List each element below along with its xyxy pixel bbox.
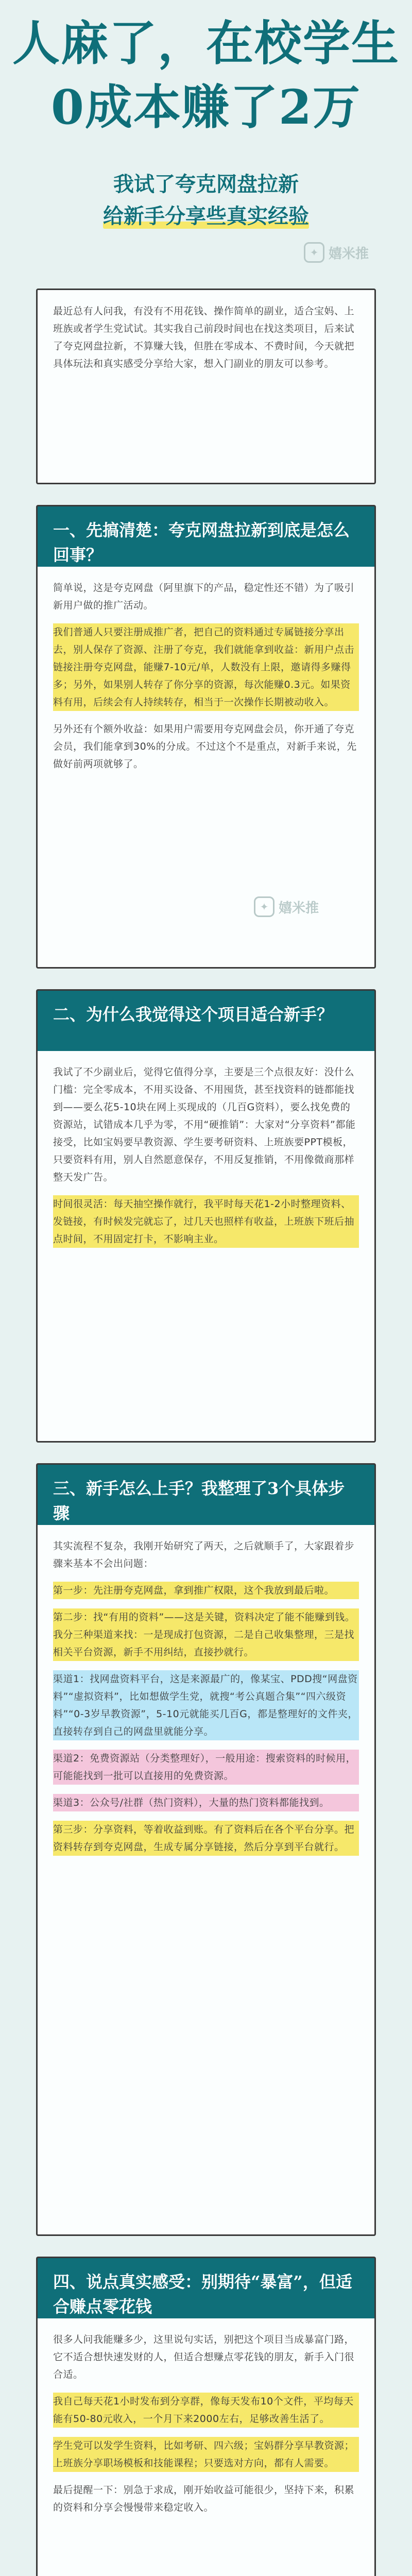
section-3-body	[36, 1525, 376, 2236]
section-4-para-4: 最后提醒一下：别急于求成，刚开始收益可能很少，坚持下来，积累的资料和分享会慢慢带来稳定收入。	[53, 2484, 355, 2513]
section-3-channel-2: 渠道2：免费资源站（分类整理好），一般用途：搜索资料的时候用，可能能找到一批可以直接用的免费资源。	[53, 1750, 359, 1785]
hero-title-line1: 人麻了，在校学生	[12, 15, 400, 71]
section-2-para-1: 我试了不少副业后，觉得它值得分享，主要是三个点很友好：没什么门槛：完全零成本，不用买设备、不用囤货，甚至找资料的链都能找到——要么花5-10块在网上买现成的（几百G资料），要么找免费的资源站，试错成本几乎为零，不用“硬推销”：大家对“分享资料”都能接受，比如宝妈要早教资源、学生要考研资料、上班族要PPT模板，只要资料有用，别人自然愿意保存，不用反复推销，不用像微商那样整天发广告。	[53, 1066, 356, 1183]
section-1-para-2: 我们普通人只要注册成推广者，把自己的资料通过专属链接分享出去，别人保存了资源、注册了夸克，我们就能拿到收益：新用户点击链接注册夸克网盘，能赚7-10元/单，人数没有上限，邀请得多赚得多；另外，如果别人转存了你分享的资源，每次能赚0.3元。如果资料有用，后续会有人持续转存，相当于一次操作长期被动收入。	[53, 623, 359, 711]
section-3-channel-3: 渠道3：公众号/社群（热门资料），大量的热门资料都能找到。	[53, 1794, 359, 1811]
section-1-para-1: 简单说，这是夸克网盘（阿里旗下的产品，稳定性还不错）为了吸引新用户做的推广活动。	[53, 582, 355, 611]
brand-logo-icon: ✦	[304, 242, 324, 263]
section-3-step-2: 第二步：找“有用的资料”——这是关键，资料决定了能不能赚到钱。我分三种渠道来找：一是现成打包资源，二是自己收集整理，三是找相关平台资源，新手不用纠结，直接抄就行。	[53, 1608, 359, 1661]
section-2-header	[36, 989, 376, 1051]
section-1-header	[36, 505, 376, 567]
section-4-para-3: 学生党可以发学生资料，比如考研、四六级；宝妈群分享早教资源；上班族分享职场模板和技能课程；只要选对方向，都有人需要。	[53, 2437, 359, 2472]
section-1-title: 一、先搞清楚：夸克网盘拉新到底是怎么回事？	[53, 520, 350, 565]
section-2-para-2: 时间很灵活：每天抽空操作就行，我平时每天花1-2小时整理资料、发链接，有时候发完就忘了，过几天也照样有收益，上班族下班后抽点时间，不用固定打卡，不影响主业。	[53, 1195, 359, 1248]
section-3-step-3: 第三步：分享资料，等着收益到账。有了资料后在各个平台分享。把资料转存到夸克网盘，生成专属分享链接，然后分享到平台就行。	[53, 1821, 359, 1856]
intro-card	[36, 289, 376, 484]
hero-title-line2: 0成本赚了2万	[50, 79, 362, 135]
section-3-title: 三、新手怎么上手？我整理了3个具体步骤	[53, 1479, 345, 1523]
intro-paragraph: 最近总有人问我，有没有不用花钱、操作简单的副业，适合宝妈、上班族或者学生党试试。其实我自己前段时间也在找这类项目，后来试了夸克网盘拉新，不算赚大钱，但胜在零成本、不费时间，今天就把具体玩法和真实感受分享给大家，想入门副业的朋友可以参考。	[53, 306, 355, 369]
section-4-title: 四、说点真实感受：别期待“暴富”，但适合赚点零花钱	[53, 2272, 352, 2316]
section-3-channel-1: 渠道1：找网盘资料平台，这是来源最广的，像某宝、PDD搜“网盘资料”“虚拟资料”，比如想做学生党，就搜“考公真题合集”“四六级资料”“0-3岁早教资源”，5-10元就能买几百G，都是整理好的文件夹，直接转存到自己的网盘里就能分享。	[53, 1670, 359, 1740]
section-4-para-1: 很多人问我能赚多少，这里说句实话，别把这个项目当成暴富门路，它不适合想快速发财的人，但适合想赚点零花钱的朋友，新手入门很合适。	[53, 2334, 355, 2380]
section-3-para-1: 其实流程不复杂，我刚开始研究了两天，之后就顺手了，大家跟着步骤来基本不会出问题：	[53, 1540, 355, 1569]
section-1-para-3: 另外还有个额外收益：如果用户需要用夸克网盘会员，你开通了夸克会员，我们能拿到30%的分成。不过这个不是重点，对新手来说，先做好前两项就够了。	[53, 723, 357, 770]
hero	[0, 0, 412, 289]
hero-subtitle-line1: 我试了夸克网盘拉新	[113, 172, 299, 196]
watermark: ✦ 嬉米推	[304, 242, 369, 263]
section-1-body	[36, 567, 376, 969]
section-4-header	[36, 2257, 376, 2318]
watermark: ✦ 嬉米推	[254, 896, 319, 917]
section-3-header	[36, 1463, 376, 1525]
hero-subtitle-line2: 给新手分享些真实经验	[103, 204, 309, 228]
section-4-para-2: 我自己每天花1小时发布到分享群，像每天发布10个文件，平均每天能有50-80元收入，一个月下来2000左右，足够改善生活了。	[53, 2393, 359, 2428]
brand-logo-icon: ✦	[254, 896, 274, 917]
section-2-title: 二、为什么我觉得这个项目适合新手？	[53, 1005, 334, 1024]
section-4-body	[36, 2318, 376, 2576]
section-2-body	[36, 1051, 376, 1443]
section-3-step-1: 第一步：先注册夸克网盘，拿到推广权限，这个我放到最后啦。	[53, 1582, 359, 1599]
